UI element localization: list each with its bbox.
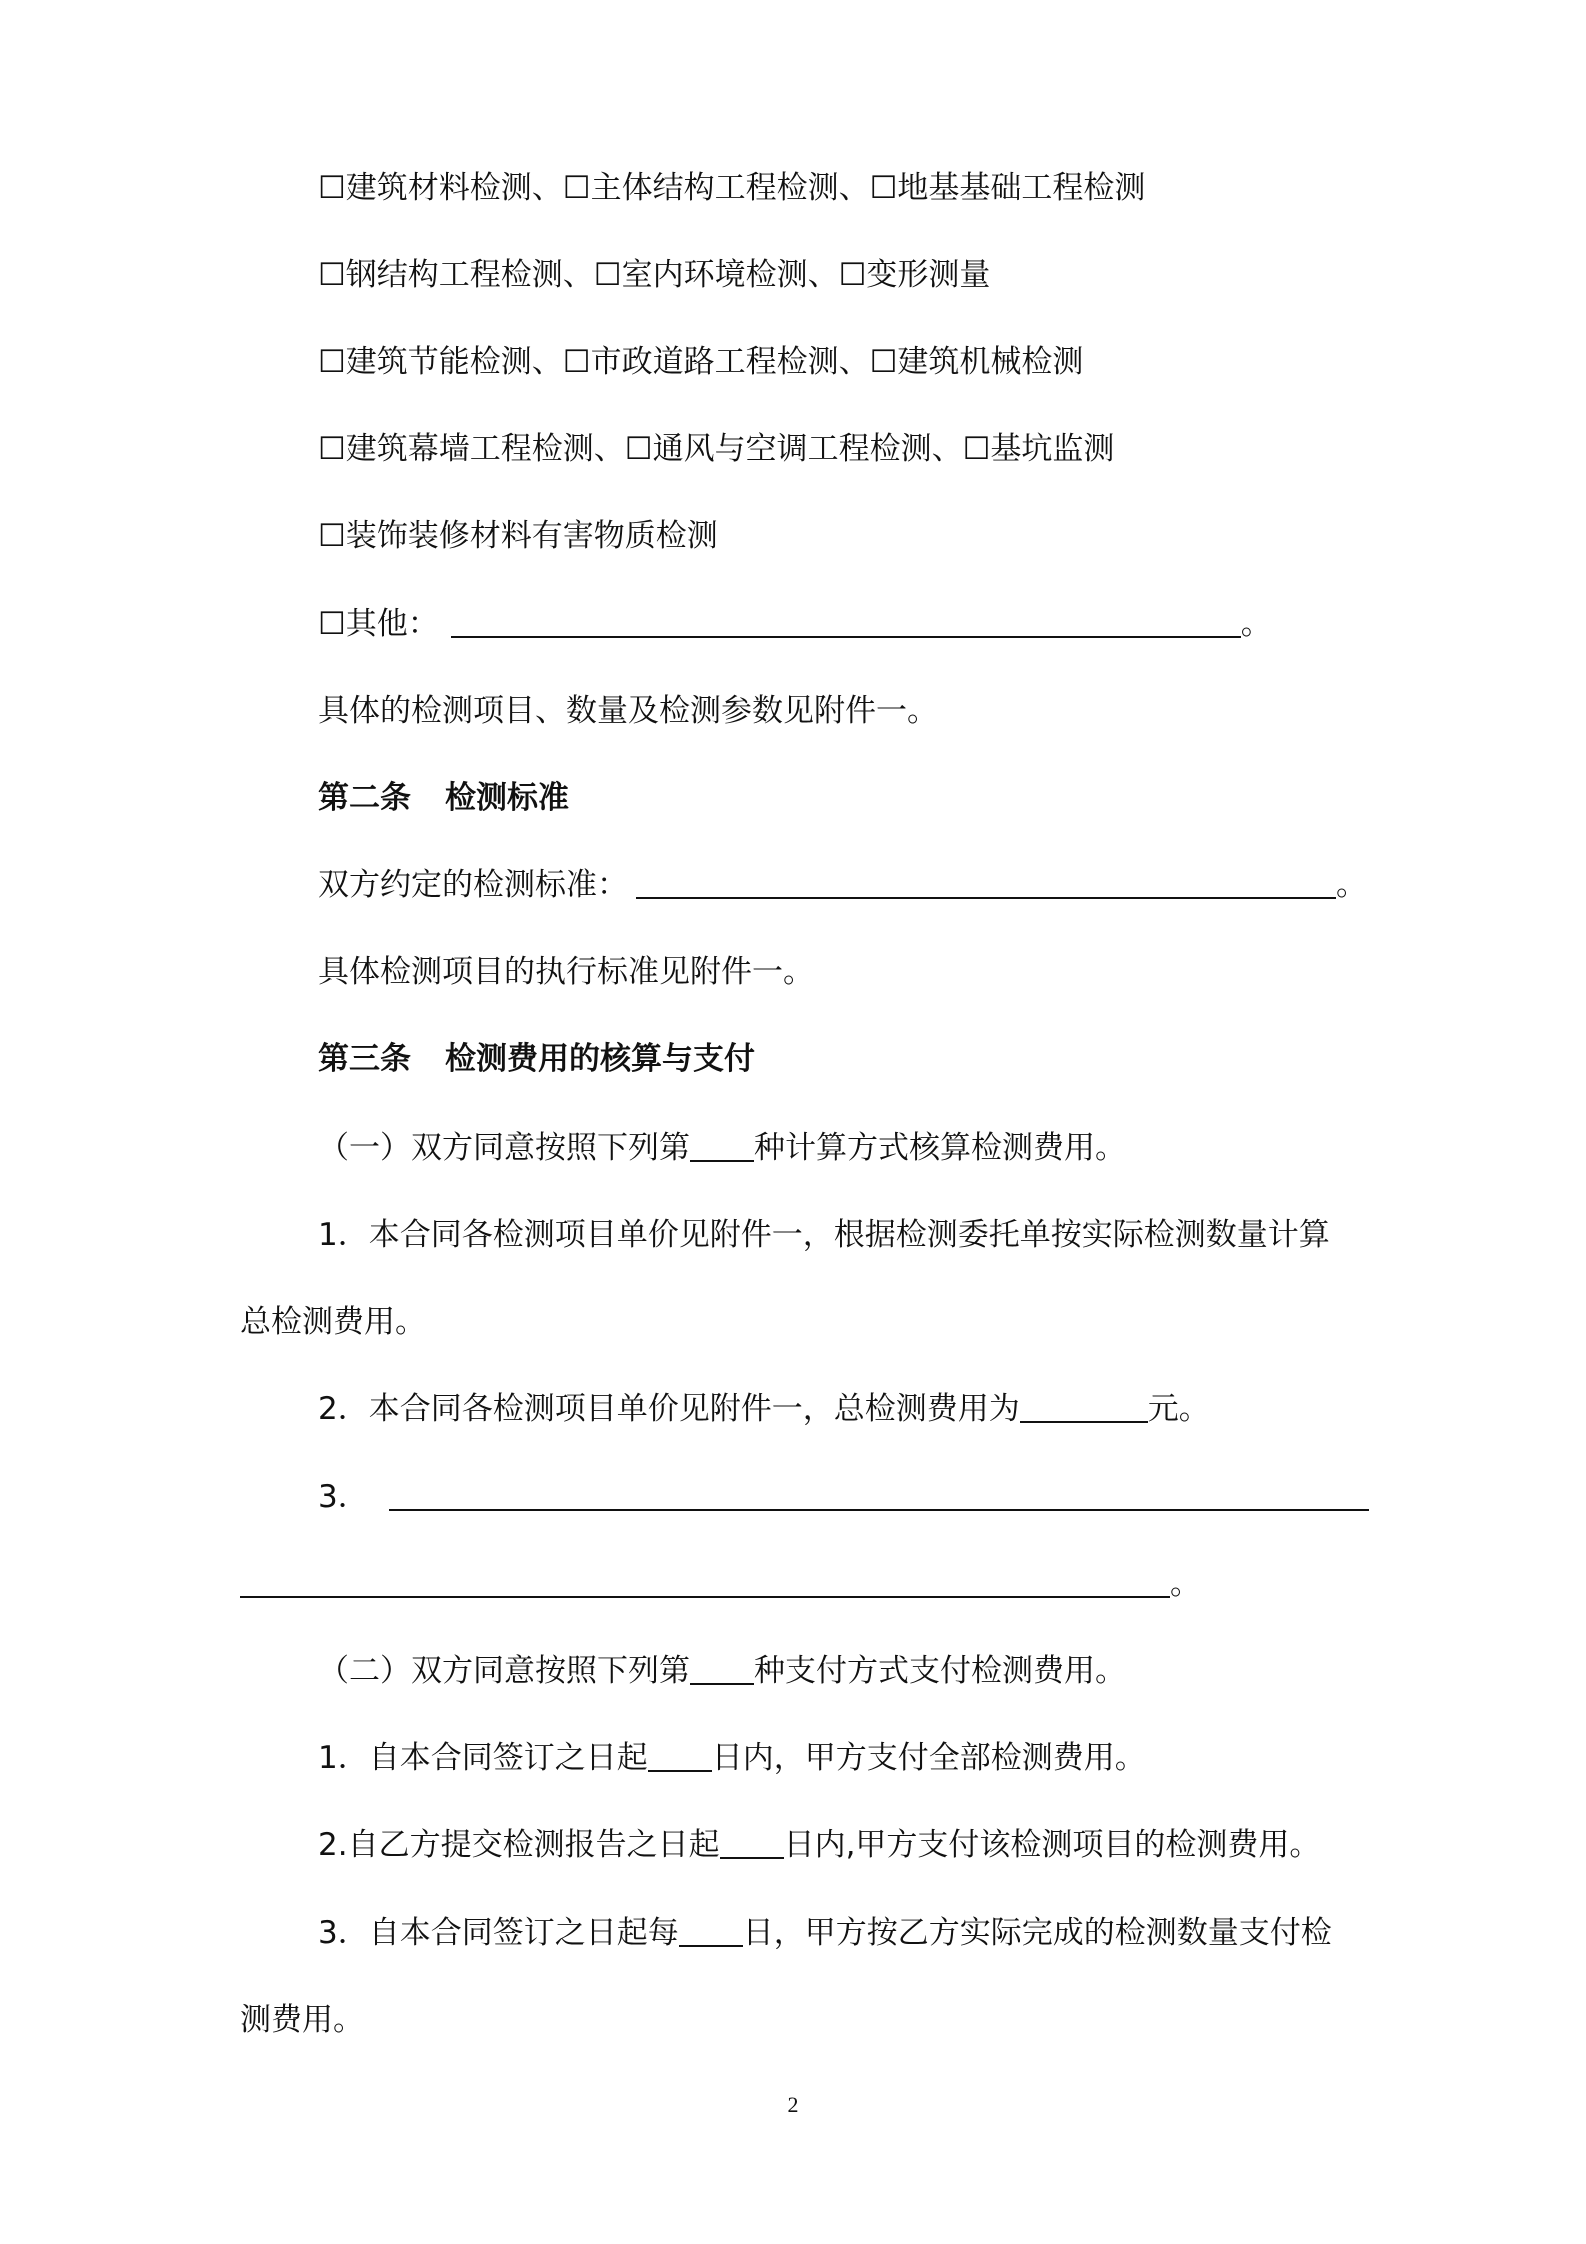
calc-intro-text-a: （一）双方同意按照下列第 bbox=[318, 1130, 690, 1166]
calc-intro-text-b: 种计算方式核算检测费用。 bbox=[754, 1130, 1126, 1166]
pay-days-blank-3[interactable] bbox=[679, 1915, 743, 1947]
total-fee-blank[interactable] bbox=[1020, 1391, 1148, 1423]
article-3-title: 检测费用的核算与支付 bbox=[445, 1041, 755, 1077]
calc-intro bbox=[318, 1128, 1586, 1168]
standard-note: 具体检测项目的执行标准见附件一。 bbox=[318, 954, 814, 990]
standard-label: 双方约定的检测标准： bbox=[318, 867, 628, 903]
pay-intro-text-b: 种支付方式支付检测费用。 bbox=[754, 1653, 1126, 1689]
article-3-number: 第三条 bbox=[318, 1041, 411, 1077]
article-2-title: 检测标准 bbox=[445, 780, 569, 816]
pay-option-1 bbox=[318, 1738, 1586, 1778]
pay-option-3-text-a: 3．自本合同签订之日起每 bbox=[318, 1915, 679, 1951]
pay-option-3 bbox=[318, 1913, 1586, 1953]
checkbox-line-1: ☐建筑材料检测、☐主体结构工程检测、☐地基基础工程检测 bbox=[318, 170, 1146, 206]
checkbox-line-4: ☐建筑幕墙工程检测、☐通风与空调工程检测、☐基坑监测 bbox=[318, 431, 1115, 467]
period: 。 bbox=[1170, 1566, 1201, 1602]
calc-option-3-blank[interactable] bbox=[389, 1479, 1369, 1511]
article-3-heading bbox=[318, 1039, 1586, 1079]
pay-days-blank-2[interactable] bbox=[720, 1827, 784, 1859]
other-label: ☐其他： bbox=[318, 606, 439, 642]
calc-option-3-cont bbox=[240, 1564, 1586, 1604]
standard-line bbox=[318, 865, 1586, 905]
article-2-heading bbox=[318, 778, 1586, 818]
calc-option-2 bbox=[318, 1389, 1586, 1429]
pay-option-2 bbox=[318, 1825, 1586, 1865]
article-2-number: 第二条 bbox=[318, 780, 411, 816]
calc-option-1-cont: 总检测费用。 bbox=[240, 1304, 426, 1340]
calc-option-2-text-a: 2．本合同各检测项目单价见附件一，总检测费用为 bbox=[318, 1391, 1020, 1427]
calc-option-1: 1．本合同各检测项目单价见附件一，根据检测委托单按实际检测数量计算 bbox=[318, 1217, 1330, 1253]
period: 。 bbox=[1336, 867, 1367, 903]
standard-blank[interactable] bbox=[636, 867, 1336, 899]
period: 。 bbox=[1240, 606, 1272, 642]
calc-option-2-text-b: 元。 bbox=[1147, 1391, 1210, 1427]
pay-intro-text-a: （二）双方同意按照下列第 bbox=[318, 1653, 690, 1689]
pay-option-3-text-b: 日，甲方按乙方实际完成的检测数量支付检 bbox=[742, 1915, 1332, 1951]
pay-method-blank[interactable] bbox=[690, 1653, 754, 1685]
page-number: 2 bbox=[787, 2092, 799, 2117]
items-note: 具体的检测项目、数量及检测参数见附件一。 bbox=[318, 693, 938, 729]
other-line bbox=[318, 604, 1586, 644]
pay-option-3-cont: 测费用。 bbox=[240, 2002, 364, 2038]
calc-method-blank[interactable] bbox=[690, 1130, 754, 1162]
pay-option-1-text-a: 1．自本合同签订之日起 bbox=[318, 1740, 648, 1776]
checkbox-line-3: ☐建筑节能检测、☐市政道路工程检测、☐建筑机械检测 bbox=[318, 344, 1084, 380]
calc-option-3-blank-cont[interactable] bbox=[240, 1566, 1170, 1598]
pay-intro bbox=[318, 1651, 1586, 1691]
pay-option-2-text-a: 2.自乙方提交检测报告之日起 bbox=[318, 1827, 720, 1863]
pay-option-2-text-b: 日内,甲方支付该检测项目的检测费用。 bbox=[783, 1827, 1321, 1863]
calc-option-3 bbox=[318, 1477, 1586, 1517]
checkbox-line-5: ☐装饰装修材料有害物质检测 bbox=[318, 518, 718, 554]
pay-days-blank-1[interactable] bbox=[648, 1740, 712, 1772]
other-blank[interactable] bbox=[451, 606, 1241, 638]
pay-option-1-text-b: 日内，甲方支付全部检测费用。 bbox=[711, 1740, 1146, 1776]
checkbox-line-2: ☐钢结构工程检测、☐室内环境检测、☐变形测量 bbox=[318, 257, 991, 293]
calc-option-3-number: 3． bbox=[318, 1479, 369, 1515]
